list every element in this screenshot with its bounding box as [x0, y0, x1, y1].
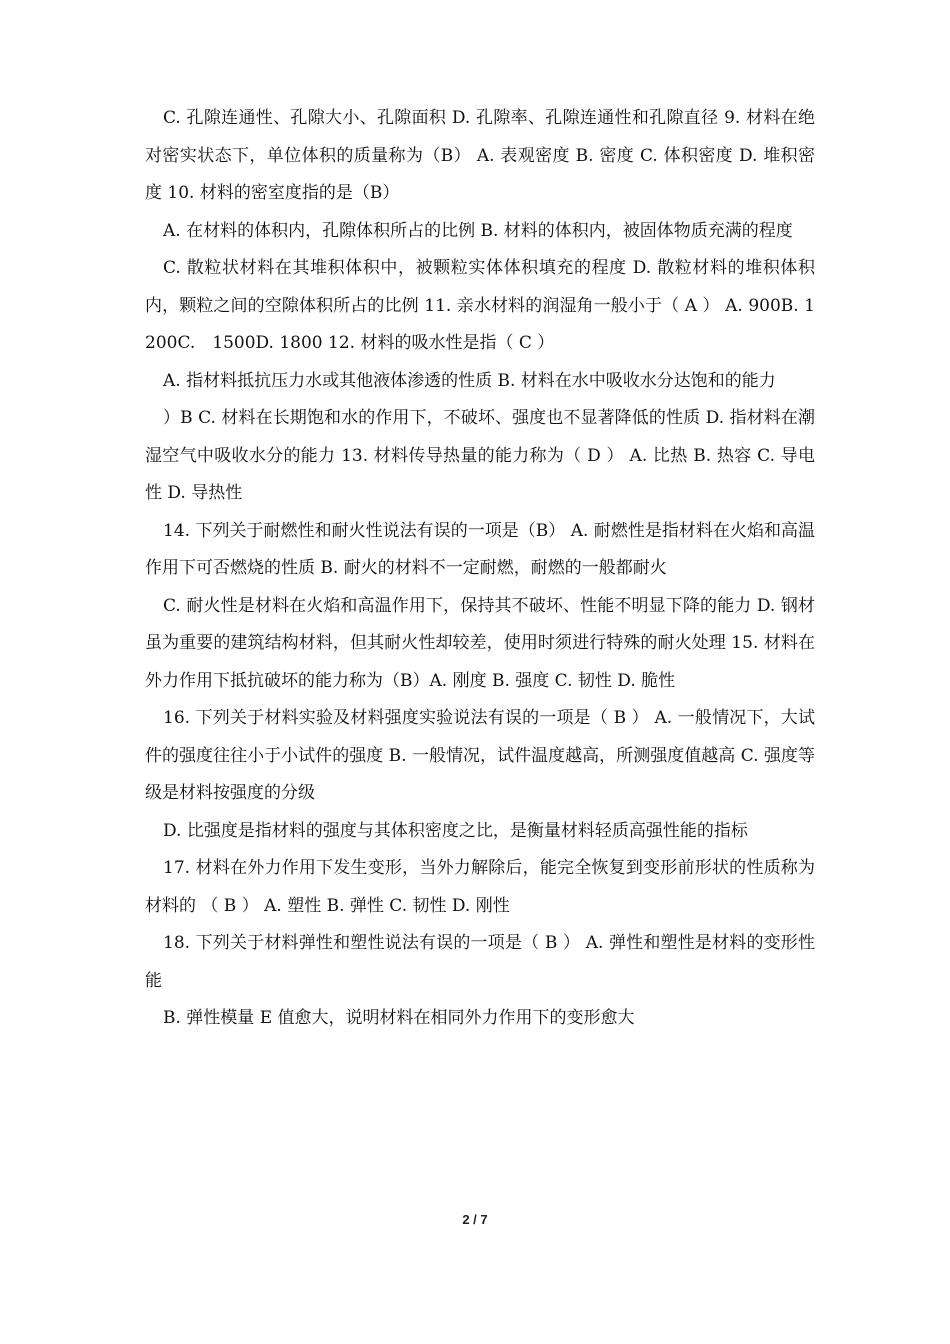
document-body [145, 100, 815, 1038]
paragraph-q14: 14. 下列关于耐燃性和耐火性说法有误的一项是（B） A. 耐燃性是指材料在火焰和高温作用下可否燃烧的性质 B. 耐火的材料不一定耐燃，耐燃的一般都耐火 [145, 520, 815, 578]
paragraph-q17: 17. 材料在外力作用下发生变形，当外力解除后，能完全恢复到变形前形状的性质称为材料的 （ B ） A. 塑性 B. 弹性 C. 韧性 D. 刚性 [145, 858, 815, 916]
paragraph-q8-q10: C. 孔隙连通性、孔隙大小、孔隙面积 D. 孔隙率、孔隙连通性和孔隙直径 9. 材料在绝对密实状态下，单位体积的质量称为（B） A. 表观密度 B. 密度 C. 体积密度 D. 堆积密度 10. 材料的密室度指的是（B） [145, 108, 815, 203]
page-number: 2 / 7 [462, 1212, 488, 1227]
paragraph-q10-options-ab: A. 在材料的体积内，孔隙体积所占的比例 B. 材料的体积内，被固体物质充满的程度 [163, 220, 793, 241]
paragraph-q18: 18. 下列关于材料弹性和塑性说法有误的一项是（ B ） A. 弹性和塑性是材料的变形性能 [145, 933, 815, 991]
paragraph-q14-options-cd-q15: C. 耐火性是材料在火焰和高温作用下，保持其不破坏、性能不明显下降的能力 D. 钢材虽为重要的建筑结构材料，但其耐火性却较差，使用时须进行特殊的耐火处理 15. 材料在外力作用下抵抗破坏的能力称为（B）A. 刚度 B. 强度 C. 韧性 D. 脆性 [145, 595, 815, 691]
paragraph-q18-option-b: B. 弹性模量 E 值愈大，说明材料在相同外力作用下的变形愈大 [163, 1008, 635, 1028]
paragraph-q12-options-ab: A. 指材料抵抗压力水或其他液体渗透的性质 B. 材料在水中吸收水分达饱和的能力 [163, 370, 776, 391]
paragraph-q12-options-cd-q13: ）B C. 材料在长期饱和水的作用下，不破坏、强度也不显著降低的性质 D. 指材料在潮湿空气中吸收水分的能力 13. 材料传导热量的能力称为（ D ） A. 比热 B. 热容 C. 导电性 D. 导热性 [145, 408, 815, 503]
paragraph-q16-option-d: D. 比强度是指材料的强度与其体积密度之比，是衡量材料轻质高强性能的指标 [163, 820, 748, 841]
paragraph-q16: 16. 下列关于材料实验及材料强度实验说法有误的一项是（ B ） A. 一般情况下，大试件的强度往往小于小试件的强度 B. 一般情况，试件温度越高，所测强度值越高 C. 强度等级是材料按强度的分级 [145, 708, 815, 803]
paragraph-q10-options-cd-q11-q12: C. 散粒状材料在其堆积体积中，被颗粒实体体积填充的程度 D. 散粒材料的堆积体积内，颗粒之间的空隙体积所占的比例 11. 亲水材料的润湿角一般小于（ A ） A. 900B. 1200C. 1500D. 1800 12. 材料的吸水性是指（ C ） [145, 258, 815, 353]
